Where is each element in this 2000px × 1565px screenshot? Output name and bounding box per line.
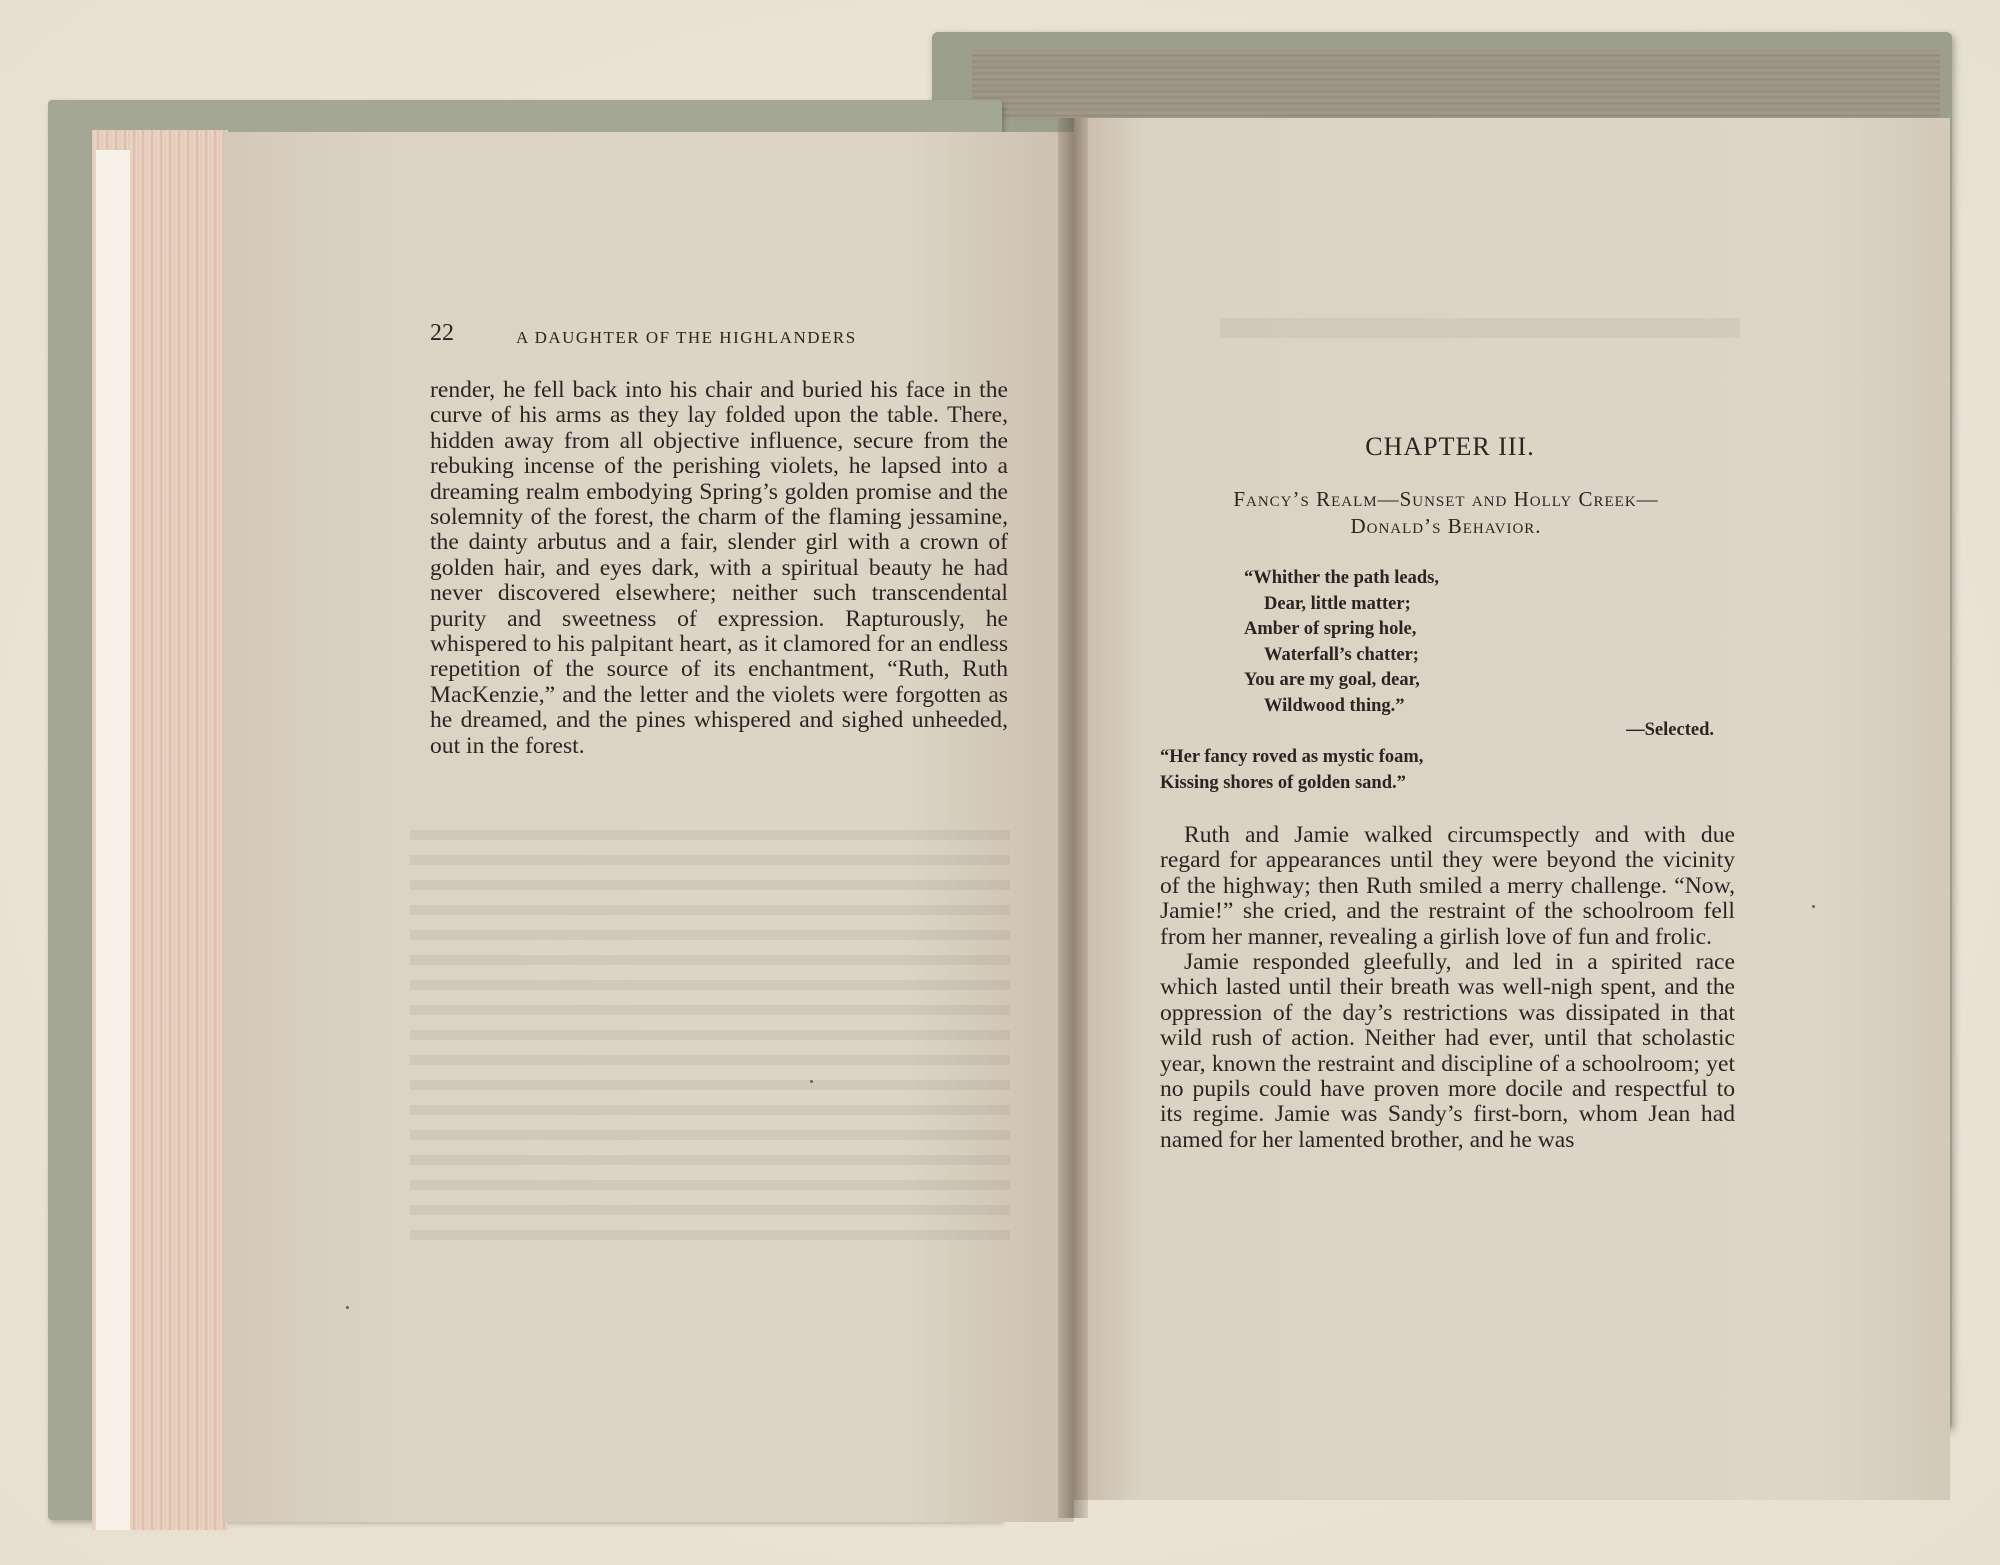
- poem-line: Dear, little matter;: [1264, 593, 1411, 614]
- chapter-subtitle: [1158, 486, 1734, 540]
- chapter-title: CHAPTER III.: [1365, 432, 1535, 461]
- right-page-body: [1160, 823, 1735, 1153]
- epigraph-poem: [1244, 566, 1564, 719]
- chapter-subtitle-line-1: Fancy’s Realm—Sunset and Holly Creek—: [1233, 487, 1659, 511]
- left-page-body: [430, 378, 1008, 759]
- poem-line: “Whither the path leads,: [1244, 568, 1439, 588]
- paper-speck: [810, 1080, 813, 1083]
- page-number: 22: [430, 320, 454, 346]
- quote-line-1: “Her fancy roved as mystic foam,: [1160, 747, 1424, 767]
- running-head: A DAUGHTER OF THE HIGHLANDERS: [516, 328, 857, 347]
- show-through-header: [1220, 318, 1740, 338]
- show-through-text: [410, 830, 1010, 1250]
- book-gutter: [1058, 118, 1088, 1518]
- quote-line-2: Kissing shores of golden sand.”: [1160, 772, 1406, 793]
- paper-speck: [346, 1306, 349, 1309]
- left-page-header: [430, 320, 1010, 360]
- paper-speck: [1812, 905, 1815, 908]
- right-body-paragraph-2: Jamie responded gleefully, and led in a spirited race which lasted until their breath was well-nigh spent, and the oppression of the day’s restrictions was dissipated in that wild rush of action. Neither had ever, until that scholastic year, known the restraint and discipline of a schoolroom; yet no pupils could have proven more docile and respectful to its regime. Jamie was Sandy’s first-born, whom Jean had named for her lamented brother, and he was: [1160, 949, 1735, 1153]
- epigraph-quote: [1160, 745, 1660, 796]
- left-body-paragraph: render, he fell back into his chair and buried his face in the curve of his arms as they lay folded upon the table. There, hidden away from all objective influence, secure from the rebuking incense of the perishing violets, he lapsed into a dreaming realm embodying Spring’s golden promise and the solemnity of the forest, the charm of the flaming jessamine, the dainty arbutus and a fair, slender girl with a crown of golden hair, and eyes dark, with a spiritual beauty he had never discovered elsewhere; neither such transcendental purity and sweetness of expression. Rapturously, he whispered to his palpitant heart, as it clamored for an endless repetition of the source of its enchantment, “Ruth, Ruth MacKenzie,” and the letter and the violets were forgotten as he dreamed, and the pines whispered and sighed unheeded, out in the forest.: [430, 377, 1008, 759]
- poem-line: You are my goal, dear,: [1244, 670, 1420, 690]
- poem-line: Wildwood thing.”: [1264, 695, 1405, 716]
- book-page-edges-top: [972, 50, 1940, 120]
- poem-credit: —Selected.: [1626, 720, 1714, 740]
- page-edge-white: [96, 150, 130, 1530]
- right-body-paragraph-1: Ruth and Jamie walked circumspectly and with due regard for appearances until they were beyond the vicinity of the highway; then Ruth smiled a merry challenge. “Now, Jamie!” she cried, and the restraint of the schoolroom fell from her manner, revealing a girlish love of fun and frolic.: [1160, 822, 1735, 950]
- chapter-subtitle-line-2: Donald’s Behavior.: [1350, 514, 1542, 538]
- poem-line: Amber of spring hole,: [1244, 619, 1417, 639]
- poem-line: Waterfall’s chatter;: [1264, 644, 1419, 665]
